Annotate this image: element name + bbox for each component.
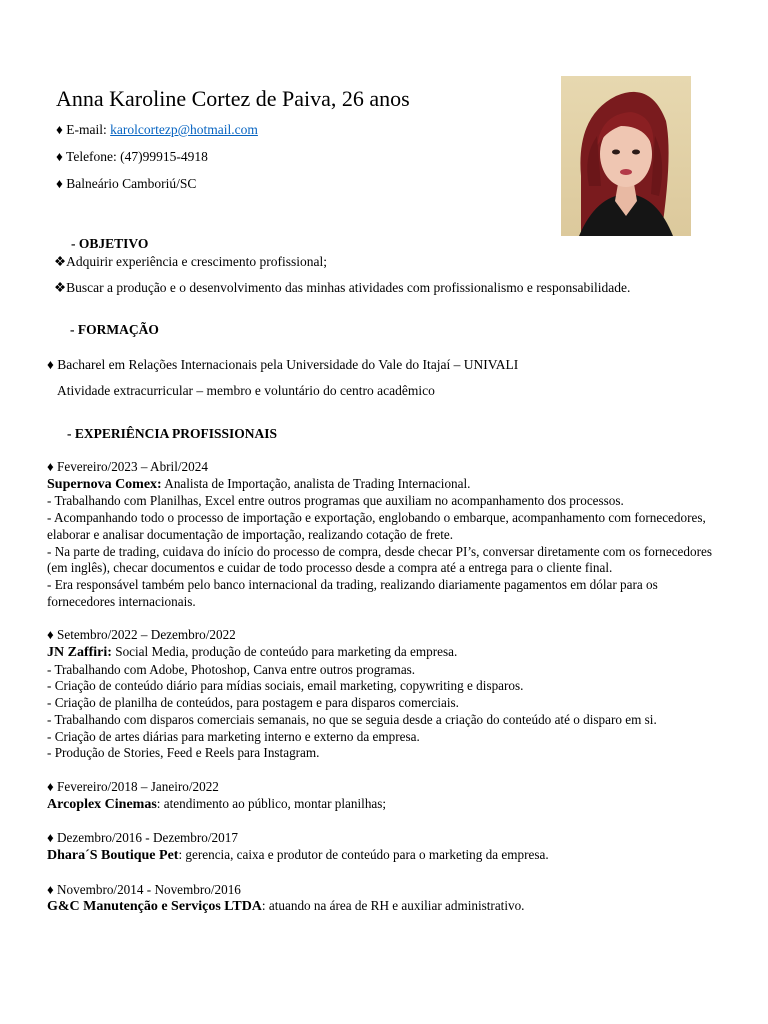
- job-role: Analista de Importação, analista de Trading Internacional.: [161, 475, 471, 491]
- job-title-line: [47, 476, 717, 494]
- job-bullet: - Trabalhando com Planilhas, Excel entre outros programas que auxiliam no acompanhamento dos processos.: [47, 493, 624, 509]
- job-role: : gerencia, caixa e produtor de conteúdo para o marketing da empresa.: [178, 847, 549, 863]
- objetivo-item-2: ❖Buscar a produção e o desenvolvimento das minhas atividades com profissionalismo e responsabilidade.: [54, 280, 631, 295]
- objetivo-heading: - OBJETIVO: [71, 236, 149, 251]
- experience-list: [47, 459, 717, 916]
- job-bullet: - Produção de Stories, Feed e Reels para Instagram.: [47, 745, 320, 761]
- job-bullet: - Criação de artes diárias para marketing interno e externo da empresa.: [47, 728, 420, 744]
- job-bullet: - Criação de conteúdo diário para mídias sociais, email marketing, copywriting e disparos.: [47, 678, 524, 694]
- job-company: JN Zaffiri:: [47, 645, 112, 661]
- job-bullet: - Trabalhando com disparos comerciais semanais, no que se seguia desde a criação do conteúdo até o disparo em si.: [47, 711, 657, 727]
- formacao-extra: Atividade extracurricular – membro e voluntário do centro acadêmico: [57, 383, 435, 398]
- profile-photo: [561, 76, 691, 236]
- job-period: ♦ Fevereiro/2023 – Abril/2024: [47, 459, 208, 474]
- job-title-line: [47, 796, 717, 814]
- job-period: ♦ Setembro/2022 – Dezembro/2022: [47, 627, 236, 643]
- job-period: ♦ Novembro/2014 - Novembro/2016: [47, 881, 241, 897]
- job-bullet: - Criação de planilha de conteúdos, para postagem e para disparos comerciais.: [47, 695, 459, 711]
- job-role: Social Media, produção de conteúdo para marketing da empresa.: [111, 644, 458, 660]
- email-line: [56, 122, 258, 138]
- objetivo-item-1: ❖Adquirir experiência e crescimento profissional;: [54, 254, 328, 269]
- job-title-line: [47, 898, 717, 916]
- job-role: : atendimento ao público, montar planilhas;: [156, 795, 387, 811]
- job-company: Supernova Comex:: [47, 476, 162, 492]
- formacao-degree: ♦ Bacharel em Relações Internacionais pela Universidade do Vale do Itajaí – UNIVALI: [47, 357, 519, 372]
- job-bullet: - Era responsável também pelo banco internacional da trading, realizando diariamente pagamentos em dólar para os fornecedores internacionais.: [47, 576, 658, 609]
- job-company: Dhara´S Boutique Pet: [47, 848, 179, 864]
- job-bullet: - Na parte de trading, cuidava do início do processo de compra, desde checar PI’s, conversar diretamente com os fornecedores (em inglês), checar documentos e cuidar de todo processo desde a compra até a entrega para o cliente final.: [47, 543, 712, 576]
- formacao-heading: - FORMAÇÃO: [70, 322, 159, 337]
- email-link[interactable]: karolcortezp@hotmail.com: [110, 122, 258, 137]
- job-company: G&C Manutenção e Serviços LTDA: [47, 899, 262, 915]
- job-period: ♦ Fevereiro/2018 – Janeiro/2022: [47, 778, 219, 794]
- experiencia-heading: - EXPERIÊNCIA PROFISSIONAIS: [67, 426, 278, 441]
- phone-line: ♦ Telefone: (47)99915-4918: [56, 149, 208, 164]
- job-bullet: - Trabalhando com Adobe, Photoshop, Canva entre outros programas.: [47, 661, 416, 677]
- candidate-name: Anna Karoline Cortez de Paiva, 26 anos: [56, 86, 410, 111]
- job-period: ♦ Dezembro/2016 - Dezembro/2017: [47, 830, 238, 846]
- job-title-line: [47, 847, 717, 865]
- email-label: ♦ E-mail:: [56, 122, 111, 137]
- job-company: Arcoplex Cinemas: [47, 796, 157, 812]
- job-bullet: - Acompanhando todo o processo de importação e exportação, englobando o embarque, acompanhamento com fornecedores, elaborar e analisar documentação de importação, realizando cotação de frete.: [47, 510, 706, 542]
- location-line: ♦ Balneário Camboriú/SC: [56, 176, 197, 191]
- job-role: : atuando na área de RH e auxiliar administrativo.: [261, 898, 525, 914]
- job-title-line: [47, 644, 717, 662]
